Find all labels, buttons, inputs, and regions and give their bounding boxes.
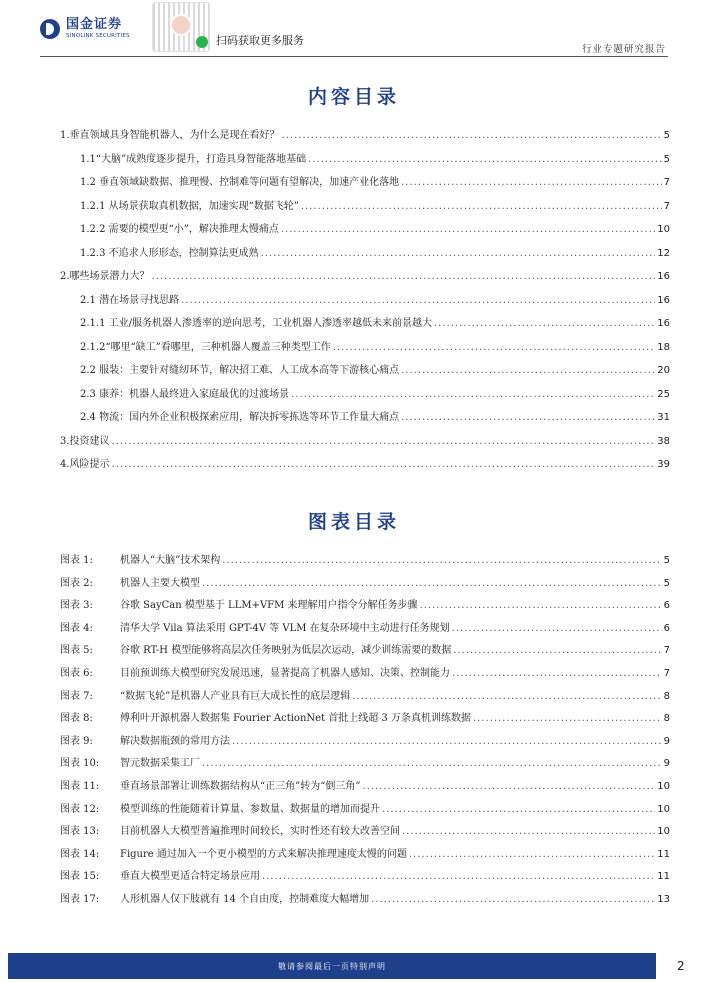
figure-entry-page: 10 xyxy=(657,781,670,792)
toc-entry[interactable] xyxy=(60,126,670,142)
toc-entry-title: 1.2.2 需要的模型更“小”，解决推理太慢痛点 xyxy=(80,224,279,235)
logo-icon xyxy=(40,19,60,39)
figure-entry-title: 傅利叶开源机器人数据集 Fourier ActionNet 首批上线超 3 万条真机训练数据 xyxy=(120,713,471,725)
toc-entry[interactable] xyxy=(80,197,670,213)
figure-entry-label: 图表 4: xyxy=(60,622,93,634)
toc-entry-page: 5 xyxy=(663,130,670,141)
toc-entry-page: 7 xyxy=(663,177,670,188)
dot-leader xyxy=(409,849,655,860)
figure-entry[interactable] xyxy=(60,845,670,861)
figure-entry-page: 7 xyxy=(663,645,670,657)
footer-disclaimer: 敬请参阅最后一页特别声明 xyxy=(278,962,386,971)
figure-entry[interactable] xyxy=(60,664,670,680)
figure-entry-title: 目前预训练大模型研究发展迅速，显著提高了机器人感知、决策、控制能力 xyxy=(120,668,450,679)
dot-leader xyxy=(281,224,655,235)
toc-entry[interactable] xyxy=(80,150,670,166)
toc-entry-title: 2.1.1 工业/服务机器人渗透率的逆向思考，工业机器人渗透率越低未来前景越大 xyxy=(80,318,432,329)
figures-title: 图表目录 xyxy=(307,511,400,533)
figure-entry-title: “数据飞轮”是机器人产业具有巨大成长性的底层逻辑 xyxy=(120,690,351,702)
figure-entry-title: 垂直场景部署让训练数据结构从“正三角”转为“倒三角” xyxy=(120,781,361,792)
company-logo xyxy=(40,18,130,40)
dot-leader xyxy=(401,412,655,423)
figure-entry-label: 图表 7: xyxy=(60,690,93,702)
toc-entry-title: 3.投资建议 xyxy=(60,435,110,447)
toc-entry[interactable] xyxy=(60,455,670,471)
dot-leader xyxy=(232,736,662,747)
toc-entry-title: 2.2 服装：主要针对缝纫环节，解决招工难、人工成本高等下游核心痛点 xyxy=(80,365,400,376)
figure-entry-page: 11 xyxy=(657,848,670,860)
report-type: 行业专题研究报告 xyxy=(581,44,666,55)
toc-entry-title: 1.2.3 不追求人形形态，控制算法更成熟 xyxy=(80,247,259,259)
dot-leader xyxy=(401,365,655,376)
toc-entry[interactable] xyxy=(80,291,670,307)
toc-entry-title: 1.2.1 从场景获取真机数据，加速实现“数据飞轮” xyxy=(80,200,299,212)
dot-leader xyxy=(453,645,661,656)
dot-leader xyxy=(112,436,656,447)
figure-entry-label: 图表 14: xyxy=(60,848,100,860)
figure-entry[interactable] xyxy=(60,732,670,748)
figure-entry-label: 图表 13: xyxy=(60,826,100,838)
toc-entry-title: 2.1.2“哪里“缺工”看哪里，三种机器人覆盖三种类型工作 xyxy=(80,341,331,353)
figure-entry-page: 8 xyxy=(663,713,670,725)
dot-leader xyxy=(202,578,662,589)
figure-entry-page: 11 xyxy=(657,871,670,883)
toc-entry-title: 1.2 垂直领域缺数据、推理慢、控制难等问题有望解决，加速产业化落地 xyxy=(80,177,400,188)
dot-leader xyxy=(401,177,662,188)
figure-entry[interactable] xyxy=(60,867,670,883)
figure-entry-page: 10 xyxy=(657,826,670,838)
figure-entry[interactable] xyxy=(60,709,670,725)
dot-leader xyxy=(181,295,655,306)
figure-entry-label: 图表 5: xyxy=(60,645,93,657)
toc-entry-page: 16 xyxy=(657,318,670,329)
figure-entry-title: 谷歌 RT-H 模型能够将高层次任务映射为低层次运动，减少训练需要的数据 xyxy=(120,645,452,657)
figure-entry[interactable] xyxy=(60,574,670,590)
figure-entry-page: 5 xyxy=(663,555,670,566)
toc-entry-page: 25 xyxy=(657,388,670,400)
toc-entry-title: 2.3 康养：机器人最终进入家庭最优的过渡场景 xyxy=(80,388,290,400)
figure-entry-label: 图表 8: xyxy=(60,713,93,725)
figure-entry-label: 图表 15: xyxy=(60,871,100,883)
dot-leader xyxy=(282,130,662,141)
toc-entry[interactable] xyxy=(80,408,670,424)
header-divider xyxy=(40,56,668,57)
dot-leader xyxy=(333,342,655,353)
figure-entry-title: 人形机器人仅下肢就有 14 个自由度，控制难度大幅增加 xyxy=(120,894,370,905)
figure-entry-label: 图表 2: xyxy=(60,577,93,589)
dot-leader xyxy=(202,758,662,769)
figure-entry[interactable] xyxy=(60,687,670,703)
figure-entry-page: 9 xyxy=(663,758,670,770)
scan-prompt: 扫码获取更多服务 xyxy=(216,34,304,47)
toc-entry-page: 16 xyxy=(657,294,670,306)
toc-entry-page: 7 xyxy=(663,200,670,212)
figure-entry-title: 智元数据采集工厂 xyxy=(120,758,200,770)
toc-entry-title: 4.风险提示 xyxy=(60,459,110,470)
toc-entry[interactable] xyxy=(80,314,670,330)
dot-leader xyxy=(112,459,656,470)
figure-entry-page: 6 xyxy=(663,622,670,634)
dot-leader xyxy=(371,894,655,905)
figure-entry-page: 7 xyxy=(663,668,670,679)
figure-entry[interactable] xyxy=(60,822,670,838)
wechat-icon xyxy=(196,36,208,48)
figure-entry-title: 谷歌 SayCan 模型基于 LLM+VFM 来理解用户指令分解任务步骤 xyxy=(120,600,418,612)
figure-entry-page: 8 xyxy=(663,690,670,702)
figure-entry-label: 图表 10: xyxy=(60,758,100,770)
company-name-en: SINOLINK SECURITIES xyxy=(66,33,130,39)
dot-leader xyxy=(291,389,655,400)
toc-entry-page: 10 xyxy=(657,224,670,235)
toc-entry[interactable] xyxy=(80,361,670,377)
dot-leader xyxy=(222,555,661,566)
figure-entry-title: 机器人主要大模型 xyxy=(120,577,200,589)
dot-leader xyxy=(352,691,661,702)
toc-entry-page: 20 xyxy=(657,365,670,376)
page-number: 2 xyxy=(677,959,685,973)
toc-entry-page: 16 xyxy=(657,271,670,282)
toc-entry-title: 2.1 潜在场景寻找思路 xyxy=(80,294,180,306)
figure-entry[interactable] xyxy=(60,641,670,657)
figure-entry-title: 目前机器人大模型普遍推理时间较长，实时性还有较大改善空间 xyxy=(120,826,400,838)
dot-leader xyxy=(452,668,662,679)
figure-entry-title: 清华大学 Vila 算法采用 GPT-4V 等 VLM 在复杂环境中主动进行任务规划 xyxy=(120,622,450,634)
toc-entry-page: 18 xyxy=(657,341,670,353)
dot-leader xyxy=(261,248,656,259)
figure-entry-title: Figure 通过加入一个更小模型的方式来解决推理速度太慢的问题 xyxy=(120,848,407,860)
figure-entry[interactable] xyxy=(60,754,670,770)
toc-entry[interactable] xyxy=(80,173,670,189)
figure-entry-label: 图表 17: xyxy=(60,894,100,905)
figure-entry-label: 图表 6: xyxy=(60,668,93,679)
figure-entry-label: 图表 1: xyxy=(60,555,93,566)
toc-title: 内容目录 xyxy=(307,86,400,108)
figure-entry-title: 解决数据瓶颈的常用方法 xyxy=(120,735,230,747)
figure-entry[interactable] xyxy=(60,800,670,816)
figure-entry-page: 9 xyxy=(663,735,670,747)
figure-entry-page: 6 xyxy=(663,600,670,612)
dot-leader xyxy=(420,600,662,611)
figure-entry-page: 13 xyxy=(657,894,670,905)
figure-entry-page: 5 xyxy=(663,577,670,589)
figure-entry-label: 图表 11: xyxy=(60,781,100,792)
toc-entry-page: 5 xyxy=(663,153,670,165)
toc-entry-title: 1.1“大脑”成熟度逐步提升，打造具身智能落地基础 xyxy=(80,153,307,165)
figure-entry-page: 10 xyxy=(657,803,670,815)
figure-entry-title: 垂直大模型更适合特定场景应用 xyxy=(120,871,260,883)
toc-entry-title: 2.4 物流：国内外企业积极探索应用，解决拆零拣选等环节工作量大痛点 xyxy=(80,412,400,423)
dot-leader xyxy=(452,623,662,634)
toc-entry[interactable] xyxy=(80,338,670,354)
dot-leader xyxy=(473,713,662,724)
dot-leader xyxy=(402,826,655,837)
toc-entry-page: 12 xyxy=(657,247,670,259)
figure-entry[interactable] xyxy=(60,551,670,567)
qr-center-logo-icon xyxy=(170,14,192,36)
figure-entry-label: 图表 3: xyxy=(60,600,93,612)
toc-entry-page: 31 xyxy=(657,412,670,423)
toc-entry-page: 38 xyxy=(657,435,670,447)
dot-leader xyxy=(308,154,661,165)
figure-entry-title: 机器人“大脑”技术架构 xyxy=(120,555,221,566)
page-header xyxy=(0,0,708,62)
toc-entry[interactable] xyxy=(80,385,670,401)
dot-leader xyxy=(382,804,655,815)
toc-entry-page: 39 xyxy=(657,459,670,470)
figure-entry-label: 图表 12: xyxy=(60,803,100,815)
figure-entry[interactable] xyxy=(60,596,670,612)
dot-leader xyxy=(301,201,662,212)
dot-leader xyxy=(362,781,655,792)
toc-entry[interactable] xyxy=(80,220,670,236)
toc-entry[interactable] xyxy=(60,267,670,283)
figure-entry[interactable] xyxy=(60,890,670,906)
toc-entry-title: 2.哪些场景潜力大？ xyxy=(60,271,150,282)
toc-entry[interactable] xyxy=(60,432,670,448)
dot-leader xyxy=(262,871,655,882)
toc-entry-title: 1.垂直领域具身智能机器人，为什么是现在看好？ xyxy=(60,130,280,141)
figure-entry-label: 图表 9: xyxy=(60,735,93,747)
figure-entry-title: 模型训练的性能随着计算量、参数量、数据量的增加而提升 xyxy=(120,803,380,815)
figure-entry[interactable] xyxy=(60,777,670,793)
company-name-cn: 国金证券 xyxy=(66,17,123,32)
dot-leader xyxy=(434,318,655,329)
toc-entry[interactable] xyxy=(80,244,670,260)
figure-entry[interactable] xyxy=(60,619,670,635)
dot-leader xyxy=(152,271,656,282)
